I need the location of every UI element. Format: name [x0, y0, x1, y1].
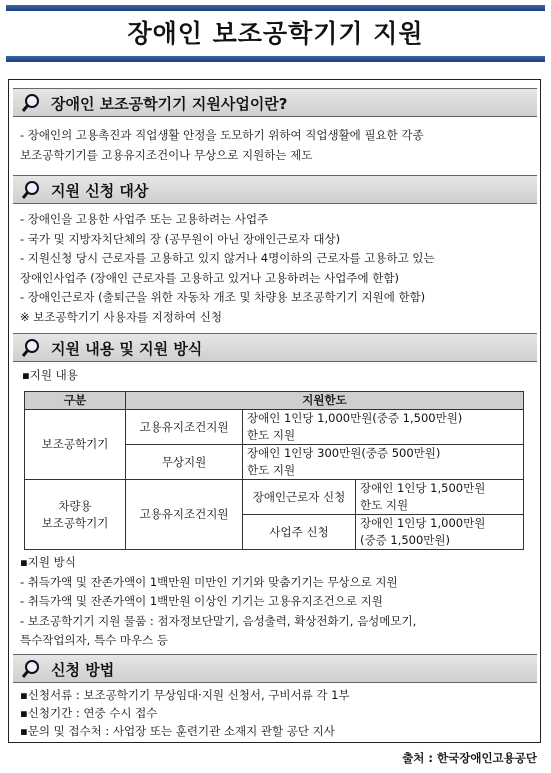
section-header-application: [13, 654, 537, 683]
text-line: ▪신청기간 : 연중 수시 접수: [20, 706, 158, 720]
limit-line: 장애인 1인당 1,000만원: [360, 516, 486, 530]
table-header: 구분: [25, 392, 126, 410]
limit-line: (중증 1,500만원): [360, 533, 450, 547]
category-line: 보조공학기기: [41, 515, 109, 530]
support-content-label: ▪지원 내용: [22, 368, 78, 382]
category-line: 차량용: [58, 498, 92, 513]
condition-cell: 무상지원: [126, 445, 243, 480]
bottom-title-bar: [6, 56, 545, 62]
limit-line: 장애인 1인당 1,500만원: [360, 481, 486, 495]
magnifier-icon: [21, 93, 41, 113]
applicant-cell: 장애인근로자 신청: [243, 480, 356, 515]
magnifier-icon: [21, 338, 41, 358]
limit-cell: [243, 410, 524, 445]
applicant-cell: 사업주 신청: [243, 515, 356, 550]
text-line: - 지원신청 당시 근로자를 고용하고 있지 않거나 4명이하의 근로자를 고용하고 있는: [20, 251, 435, 265]
text-line: ▪지원 방식: [20, 555, 76, 569]
magnifier-icon: [21, 180, 41, 200]
support-table: [24, 391, 524, 550]
text-line: - 장애인근로자 (출퇴근을 위한 자동차 개조 및 차량용 보조공학기기 지원에 한함): [20, 290, 426, 304]
limit-cell: [356, 480, 524, 515]
source-note: 출처 : 한국장애인고용공단: [402, 751, 537, 765]
section-text: [20, 126, 424, 165]
category-cell: 보조공학기기: [25, 410, 126, 480]
text-line: 장애인사업주 (장애인 근로자를 고용하고 있거나 고용하려는 사업주에 한함): [20, 270, 399, 285]
section-heading: 지원 내용 및 지원 방식: [51, 340, 203, 358]
condition-cell: 고용유지조건지원: [126, 480, 243, 550]
table-header: 지원한도: [126, 392, 524, 410]
section-header-overview: [13, 88, 537, 117]
text-line: 보조공학기기를 고용유지조건이나 무상으로 지원하는 제도: [20, 147, 313, 162]
category-cell: [25, 480, 126, 550]
text-line: - 보조공학기기 지원 물품 : 점자정보단말기, 음성출력, 확상전화기, 음성메모기,: [20, 613, 417, 628]
section-heading: 장애인 보조공학기기 지원사업이란?: [51, 95, 288, 113]
text-line: - 장애인의 고용촉진과 직업생활 안정을 도모하기 위하여 직업생활에 필요한 각종: [20, 128, 424, 142]
limit-line: 장애인 1인당 300만원(중증 500만원): [247, 446, 441, 460]
limit-cell: [243, 445, 524, 480]
limit-line: 한도 지원: [360, 498, 409, 512]
top-bar: [6, 5, 545, 11]
section-heading: 신청 방법: [51, 661, 115, 679]
magnifier-icon: [21, 659, 41, 679]
page-title: 장애인 보조공학기기 지원: [127, 19, 424, 48]
condition-cell: 고용유지조건지원: [126, 410, 243, 445]
text-line: 특수작업의자, 특수 마우스 등: [20, 633, 168, 647]
text-line: - 취득가액 및 잔존가액이 1백만원 이상인 기기는 고용유지조건으로 지원: [20, 594, 383, 608]
text-line: ▪신청서류 : 보조공학기기 무상임대·지원 신청서, 구비서류 각 1부: [20, 688, 350, 702]
limit-line: 한도 지원: [247, 428, 296, 442]
limit-cell: [356, 515, 524, 550]
limit-line: 장애인 1인당 1,000만원(중증 1,500만원): [247, 411, 463, 425]
section-text: [20, 553, 416, 651]
text-line: - 장애인을 고용한 사업주 또는 고용하려는 사업주: [20, 212, 269, 226]
section-text: [20, 210, 435, 327]
text-line: ▪문의 및 접수처 : 사업장 또는 훈련기관 소재지 관할 공단 지사: [20, 724, 335, 738]
text-line: - 취득가액 및 잔존가액이 1백만원 미만인 기기와 맞춤기기는 무상으로 지원: [20, 574, 398, 589]
section-text: [20, 686, 350, 740]
text-line: - 국가 및 지방자치단체의 장 (공무원이 아닌 장애인근로자 대상): [20, 231, 341, 246]
text-line: ※ 보조공학기기 사용자를 지정하여 신청: [20, 309, 222, 324]
section-header-eligibility: [13, 175, 537, 204]
limit-line: 한도 지원: [247, 463, 296, 477]
section-heading: 지원 신청 대상: [51, 182, 149, 200]
section-header-support: [13, 333, 537, 362]
